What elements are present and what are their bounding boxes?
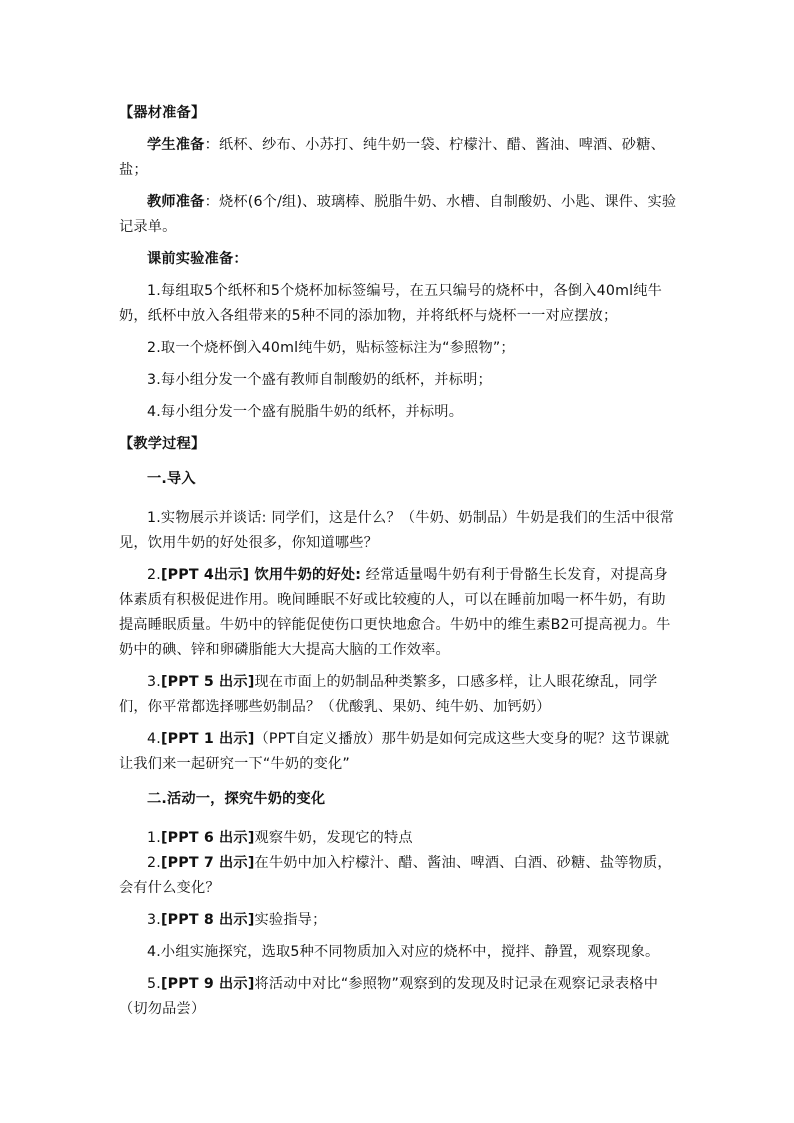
teacher-materials-label: 教师准备 <box>147 194 205 210</box>
activity-item: 2.[PPT 7 出示]在牛奶中加入柠檬汁、醋、酱油、啤酒、白酒、砂糖、盐等物质，会有什么变化？ <box>119 855 672 896</box>
process-heading: 【教学过程】 <box>119 436 206 452</box>
pre-item: 1.每组取5个纸杯和5个烧杯加标签编号，在五只编号的烧杯中，各倒入40ml纯牛奶，纸杯中放入各组带来的5种不同的添加物，并将纸杯与烧杯一一对应摆放； <box>119 283 663 324</box>
document-body <box>119 101 679 1022</box>
activity-item: 1.[PPT 6 出示]观察牛奶，发现它的特点 <box>147 830 413 846</box>
pre-item: 2.取一个烧杯倒入40ml纯牛奶，贴标签标注为“参照物”； <box>147 340 515 356</box>
pre-experiment-heading: 课前实验准备： <box>147 251 248 267</box>
intro-item: 4.[PPT 1 出示]（PPT自定义播放）那牛奶是如何完成这些大变身的呢？这节课就让我们来一起研究一下“牛奶的变化” <box>119 731 670 772</box>
intro-item: 1.实物展示并谈话: 同学们，这是什么？（牛奶、奶制品）牛奶是我们的生活中很常见，饮用牛奶的好处很多，你知道哪些？ <box>119 510 675 551</box>
student-materials <box>119 133 679 183</box>
activity-item: 4.小组实施探究，选取5种不同物质加入对应的烧杯中，搅拌、静置，观察现象。 <box>147 944 660 960</box>
student-materials-text: ：纸杯、纱布、小苏打、纯牛奶一袋、柠檬汁、醋、酱油、啤酒、砂糖、盐； <box>119 137 665 178</box>
pre-item: 3.每小组分发一个盛有教师自制酸奶的纸杯，并标明； <box>147 372 492 388</box>
intro-item: 2.[PPT 4出示] 饮用牛奶的好处: 经常适量喝牛奶有利于骨骼生长发育，对提高身体素质有积极促进作用。晚间睡眠不好或比较瘦的人，可以在睡前加喝一杯牛奶，有助提高睡眠质量。牛奶中的锌能促使伤口更快地愈合。牛奶中的维生素B2可提高视力。牛奶中的碘、锌和卵磷脂能大大提高大脑的工作效率。 <box>119 567 671 658</box>
student-materials-label: 学生准备 <box>147 137 205 153</box>
intro-heading: 一.导入 <box>147 471 196 487</box>
activity-item: 5.[PPT 9 出示]将活动中对比“参照物”观察到的发现及时记录在观察记录表格中（切勿品尝） <box>119 976 659 1017</box>
teacher-materials-text: ：烧杯(6个/组)、玻璃棒、脱脂牛奶、水槽、自制酸奶、小匙、课件、实验记录单。 <box>119 194 677 235</box>
activity-item: 3.[PPT 8 出示]实验指导； <box>147 912 327 928</box>
pre-item: 4.每小组分发一个盛有脱脂牛奶的纸杯，并标明。 <box>147 404 464 420</box>
materials-heading: 【器材准备】 <box>119 105 206 121</box>
intro-item: 3.[PPT 5 出示]现在市面上的奶制品种类繁多，口感多样，让人眼花缭乱，同学们，你平常都选择哪些奶制品？（优酸乳、果奶、纯牛奶、加钙奶） <box>119 674 658 715</box>
activity-heading: 二.活动一，探究牛奶的变化 <box>147 791 326 807</box>
teacher-materials <box>119 190 679 240</box>
